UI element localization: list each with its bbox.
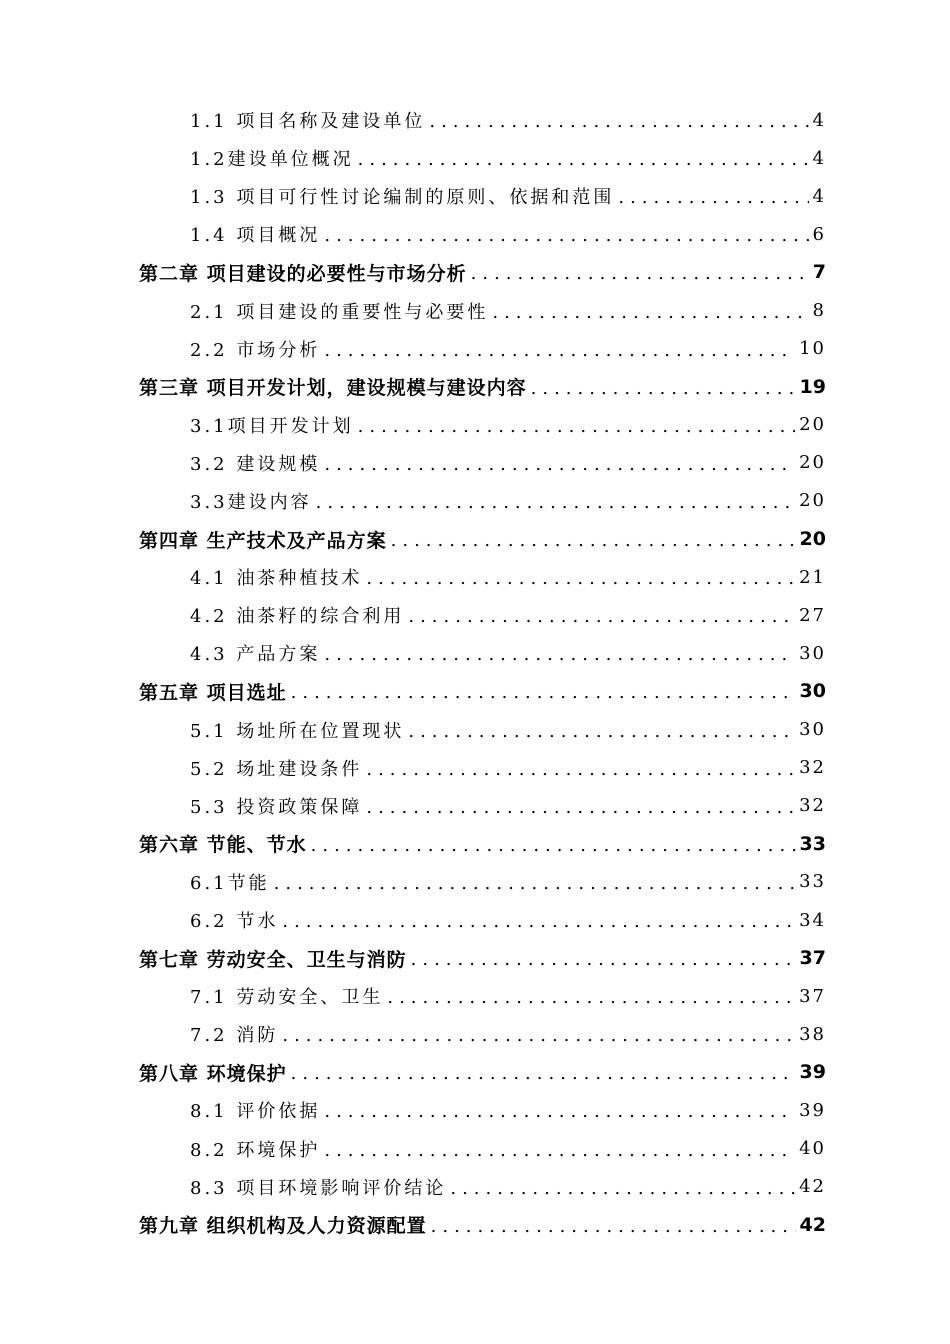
toc-section-entry[interactable] [0, 977, 950, 1015]
toc-page-number: 30 [799, 719, 826, 741]
toc-entry-label: 8.1 评价依据 [190, 1101, 321, 1123]
toc-entry-label: 5.1 场址所在位置现状 [190, 720, 405, 742]
toc-entry-label: 6.2 节水 [190, 911, 279, 933]
toc-section-entry[interactable] [0, 444, 950, 482]
dot-leader [366, 570, 795, 588]
toc-page-number: 20 [799, 490, 826, 512]
toc-entry-label: 3.2 建设规模 [190, 453, 321, 475]
toc-page-number: 20 [799, 452, 826, 474]
toc-entry-label: 3.3建设内容 [190, 491, 312, 513]
dot-leader [324, 1103, 795, 1121]
dot-leader [282, 1027, 795, 1045]
toc-page-number: 32 [799, 757, 826, 779]
toc-section-entry[interactable] [0, 101, 950, 139]
toc-entry-label: 第二章 项目建设的必要性与市场分析 [139, 262, 467, 285]
toc-page-number: 37 [799, 947, 826, 970]
dot-leader [291, 1065, 796, 1083]
toc-entry-label: 2.1 项目建设的重要性与必要性 [190, 301, 489, 323]
toc-section-entry[interactable] [0, 291, 950, 329]
toc-section-entry[interactable] [0, 177, 950, 215]
toc-entry-label: 第六章 节能、节水 [139, 834, 307, 857]
dot-leader [387, 989, 795, 1007]
dot-leader [274, 875, 795, 893]
toc-entry-label: 4.3 产品方案 [190, 644, 321, 666]
toc-section-entry[interactable] [0, 1168, 950, 1206]
toc-page-number: 21 [799, 566, 826, 588]
toc-entry-label: 1.3 项目可行性讨论编制的原则、依据和范围 [190, 187, 615, 209]
toc-section-entry[interactable] [0, 558, 950, 596]
toc-section-entry[interactable] [0, 863, 950, 901]
toc-page-number: 34 [799, 909, 826, 931]
toc-section-entry[interactable] [0, 634, 950, 672]
dot-leader [429, 113, 808, 131]
dot-leader [492, 304, 808, 322]
toc-page-number: 38 [799, 1023, 826, 1045]
toc-entry-label: 第三章 项目开发计划，建设规模与建设内容 [139, 377, 527, 400]
toc-page-number: 10 [799, 338, 826, 360]
toc-entry-label: 8.3 项目环境影响评价结论 [190, 1177, 447, 1199]
toc-section-entry[interactable] [0, 787, 950, 825]
table-of-contents [0, 101, 950, 1244]
toc-entry-label: 第四章 生产技术及产品方案 [139, 529, 387, 552]
dot-leader [431, 1218, 796, 1236]
toc-entry-label: 第七章 劳动安全、卫生与消防 [139, 948, 407, 971]
toc-chapter-entry[interactable] [0, 253, 950, 291]
toc-entry-label: 7.1 劳动安全、卫生 [190, 987, 384, 1009]
dot-leader [324, 646, 795, 664]
toc-entry-label: 3.1项目开发计划 [190, 415, 354, 437]
dot-leader [324, 1142, 795, 1160]
toc-entry-label: 1.4 项目概况 [190, 225, 321, 247]
dot-leader [366, 799, 795, 817]
dot-leader [291, 684, 796, 702]
dot-leader [324, 456, 795, 474]
toc-entry-label: 5.3 投资政策保障 [190, 796, 363, 818]
toc-chapter-entry[interactable] [0, 368, 950, 406]
dot-leader [358, 151, 809, 169]
toc-entry-label: 8.2 环境保护 [190, 1139, 321, 1161]
dot-leader [324, 227, 808, 245]
toc-entry-label: 1.2建设单位概况 [190, 149, 354, 171]
dot-leader [471, 265, 809, 283]
toc-entry-label: 2.2 市场分析 [190, 339, 321, 361]
toc-page-number: 33 [799, 871, 826, 893]
toc-page-number: 4 [812, 109, 826, 131]
toc-entry-label: 5.2 场址建设条件 [190, 758, 363, 780]
toc-page-number: 42 [799, 1176, 826, 1198]
dot-leader [391, 532, 796, 550]
dot-leader [411, 951, 796, 969]
toc-page-number: 6 [812, 223, 826, 245]
toc-page-number: 8 [812, 300, 826, 322]
toc-page-number: 19 [799, 375, 826, 398]
toc-page-number: 42 [799, 1213, 826, 1236]
toc-section-entry[interactable] [0, 711, 950, 749]
dot-leader [408, 608, 795, 626]
toc-entry-label: 第八章 环境保护 [139, 1062, 287, 1085]
toc-section-entry[interactable] [0, 330, 950, 368]
toc-page-number: 7 [812, 261, 826, 284]
toc-entry-label: 4.1 油茶种植技术 [190, 568, 363, 590]
toc-entry-label: 6.1节能 [190, 872, 270, 894]
toc-page-number: 30 [799, 680, 826, 703]
toc-section-entry[interactable] [0, 406, 950, 444]
toc-section-entry[interactable] [0, 901, 950, 939]
dot-leader [311, 837, 796, 855]
toc-page-number: 39 [799, 1099, 826, 1121]
dot-leader [531, 380, 796, 398]
dot-leader [358, 418, 795, 436]
toc-section-entry[interactable] [0, 596, 950, 634]
toc-chapter-entry[interactable] [0, 672, 950, 710]
toc-page-number: 4 [812, 185, 826, 207]
toc-entry-label: 第五章 项目选址 [139, 681, 287, 704]
toc-section-entry[interactable] [0, 1091, 950, 1129]
dot-leader [618, 189, 808, 207]
toc-section-entry[interactable] [0, 1015, 950, 1053]
toc-chapter-entry[interactable] [0, 825, 950, 863]
toc-section-entry[interactable] [0, 215, 950, 253]
dot-leader [324, 342, 795, 360]
dot-leader [282, 913, 795, 931]
dot-leader [316, 494, 795, 512]
toc-page-number: 30 [799, 642, 826, 664]
toc-chapter-entry[interactable] [0, 939, 950, 977]
dot-leader [450, 1180, 795, 1198]
toc-page-number: 40 [799, 1138, 826, 1160]
toc-entry-label: 7.2 消防 [190, 1025, 279, 1047]
toc-page-number: 37 [799, 985, 826, 1007]
toc-section-entry[interactable] [0, 1130, 950, 1168]
toc-page-number: 32 [799, 795, 826, 817]
toc-chapter-entry[interactable] [0, 520, 950, 558]
toc-page-number: 20 [799, 528, 826, 551]
toc-page-number: 39 [799, 1061, 826, 1084]
toc-section-entry[interactable] [0, 749, 950, 787]
toc-chapter-entry[interactable] [0, 1206, 950, 1244]
toc-entry-label: 1.1 项目名称及建设单位 [190, 111, 426, 133]
toc-section-entry[interactable] [0, 482, 950, 520]
toc-section-entry[interactable] [0, 139, 950, 177]
toc-page-number: 4 [812, 147, 826, 169]
toc-entry-label: 4.2 油茶籽的综合利用 [190, 606, 405, 628]
dot-leader [408, 723, 795, 741]
toc-entry-label: 第九章 组织机构及人力资源配置 [139, 1215, 427, 1238]
toc-page-number: 33 [799, 832, 826, 855]
toc-chapter-entry[interactable] [0, 1053, 950, 1091]
toc-page-number: 27 [799, 604, 826, 626]
dot-leader [366, 761, 795, 779]
toc-page-number: 20 [799, 414, 826, 436]
